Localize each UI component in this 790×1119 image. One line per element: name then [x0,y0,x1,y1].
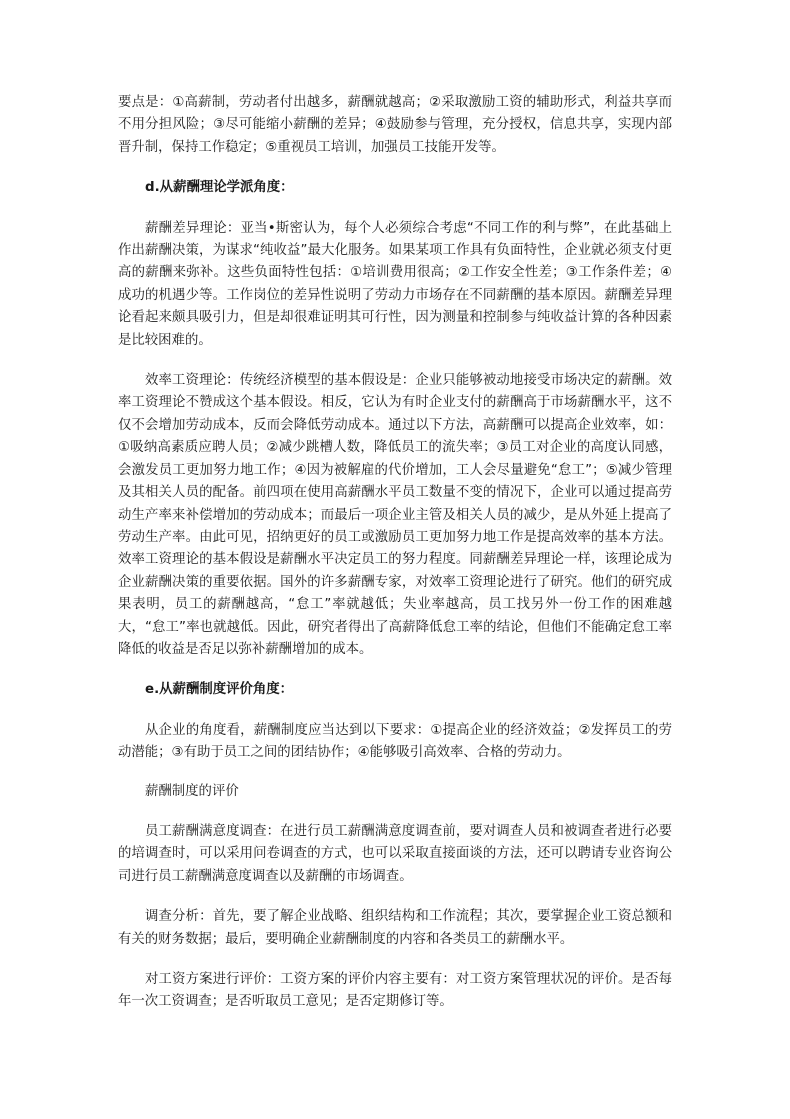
paragraph-enterprise-perspective: 从企业的角度看，薪酬制度应当达到以下要求：①提高企业的经济效益；②发挥员工的劳动潜能；③有助于员工之间的团结协作；④能够吸引高效率、合格的劳动力。 [118,722,672,761]
paragraph-survey-analysis: 调查分析：首先，要了解企业战略、组织结构和工作流程；其次，要掌握企业工资总额和有关的财务数据；最后，要明确企业薪酬制度的内容和各类员工的薪酬水平。 [118,909,672,947]
document-page [118,92,672,1014]
paragraph-satisfaction-survey: 员工薪酬满意度调查：在进行员工薪酬满意度调查前，要对调查人员和被调查者进行必要的培调查时，可以采用问卷调查的方式，也可以采取直接面谈的方法，还可以聘请专业咨询公司进行员工薪酬满意度调查以及薪酬的市场调查。 [118,823,672,884]
heading-salary-theory: d.从薪酬理论学派角度： [145,180,294,196]
subheading-salary-system-evaluation: 薪酬制度的评价 [145,783,239,799]
heading-salary-evaluation: e.从薪酬制度评价角度： [145,682,294,698]
paragraph-key-points: 要点是：①高薪制，劳动者付出越多，薪酬就越高；②采取激励工资的辅助形式，利益共享而不用分担风险；③尽可能缩小薪酬的差异；④鼓励参与管理，充分授权，信息共享，实现内部晋升制，保持工作稳定；⑤重视员工培训，加强员工技能开发等。 [118,95,672,155]
paragraph-wage-plan-evaluation: 对工资方案进行评价：工资方案的评价内容主要有：对工资方案管理状况的评价。是否每年一次工资调查；是否听取员工意见；是否定期修订等。 [118,972,672,1010]
paragraph-wage-difference-theory: 薪酬差异理论：亚当•斯密认为，每个人必须综合考虑“不同工作的利与弊”，在此基础上作出薪酬决策，为谋求“纯收益”最大化服务。如果某项工作具有负面特性，企业就必须支付更高的薪酬来弥补。这些负面特性包括：①培训费用很高；②工作安全性差；③工作条件差；④成功的机遇少等。工作岗位的差异性说明了劳动力市场存在不同薪酬的基本原因。薪酬差异理论看起来颇具吸引力，但是却很难证明其可行性，因为测量和控制参与纯收益计算的各种因素是比较困难的。 [118,220,672,348]
paragraph-efficiency-wage-theory: 效率工资理论：传统经济模型的基本假设是：企业只能够被动地接受市场决定的薪酬。效率工资理论不赞成这个基本假设。相反，它认为有时企业支付的薪酬高于市场薪酬水平，这不仅不会增加劳动成本，反而会降低劳动成本。通过以下方法，高薪酬可以提高企业效率，如：①吸纳高素质应聘人员；②减少跳槽人数，降低员工的流失率；③员工对企业的高度认同感，会激发员工更加努力地工作；④因为被解雇的代价增加，工人会尽量避免“怠工”；⑤减少管理及其相关人员的配备。前四项在使用高薪酬水平员工数量不变的情况下，企业可以通过提高劳动生产率来补偿增加的劳动成本；而最后一项企业主管及相关人员的减少，是从外延上提高了劳动生产率。由此可见，招纳更好的员工或激励员工更加努力地工作是提高效率的基本方法。效率工资理论的基本假设是薪酬水平决定员工的努力程度。同薪酬差异理论一样，该理论成为企业薪酬决策的重要依据。国外的许多薪酬专家，对效率工资理论进行了研究。他们的研究成果表明，员工的薪酬越高，“怠工”率就越低；失业率越高，员工找另外一份工作的困难越大，“怠工”率也就越低。因此，研究者得出了高薪降低怠工率的结论，但他们不能确定怠工率降低的收益是否足以弥补薪酬增加的成本。 [118,373,672,657]
